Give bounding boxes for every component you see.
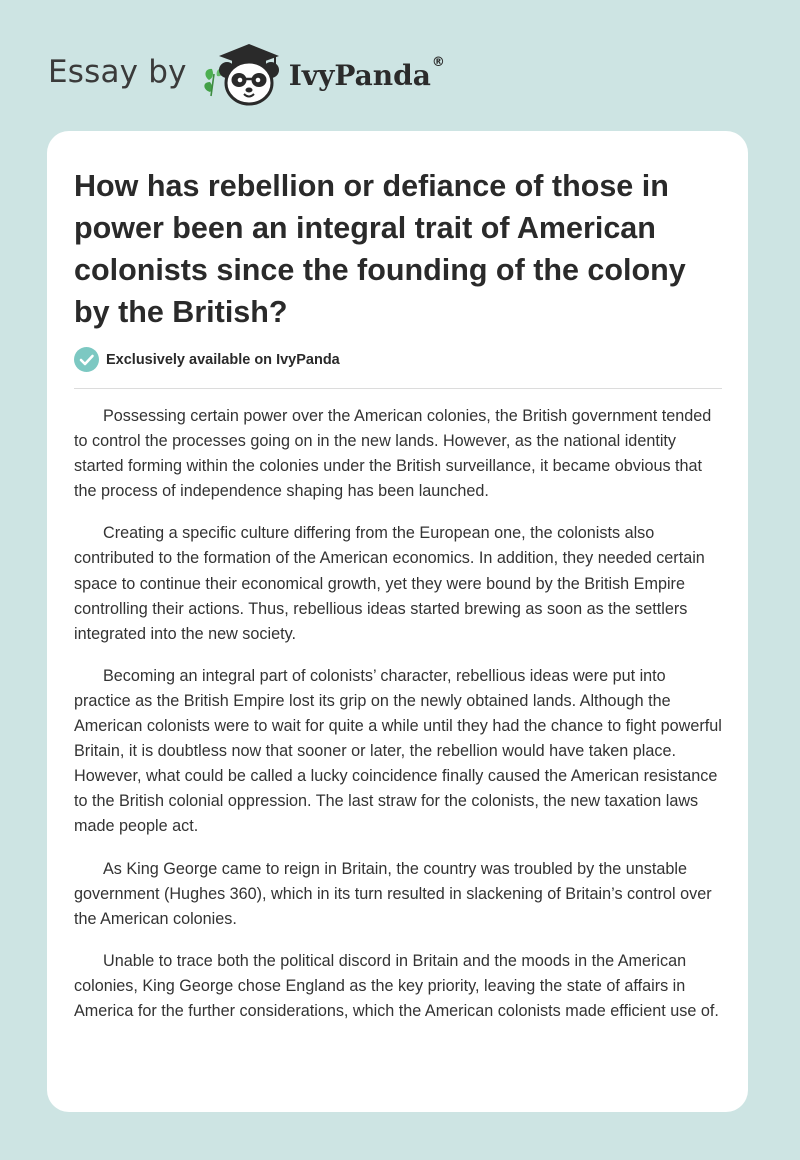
essay-by-label: Essay by [48,54,187,90]
exclusive-label: Exclusively available on IvyPanda [106,351,340,368]
paragraph: Becoming an integral part of colonists’ character, rebellious ideas were put into practice as the British Empire lost its grip on the newly obtained lands. Although the American colonists were to wait for quite a while until they had the chance to fight powerful Britain, it is doubtless now that sooner or later, the rebellion would have taken place. However, what could be called a lucky coincidence finally caused the American resistance to the British colonial oppression. The last straw for the colonists, the new taxation laws made people act. [74,666,722,836]
essay-body [74,404,722,1041]
registered-mark: ® [431,54,445,70]
divider [74,388,722,389]
paragraph: Unable to trace both the political discord in Britain and the moods in the American colonies, King George chose England as the key priority, leaving the state of affairs in America for the further considerations, which the American colonists made efficient use of. [74,951,719,1020]
essay-card [47,131,748,1112]
brand-name-text: IvyPanda [288,58,431,92]
exclusive-badge [74,347,340,372]
panda-graduate-logo-icon[interactable] [201,36,285,108]
paragraph: Creating a specific culture differing from the European one, the colonists also contributed to the formation of the American economics. In addition, they needed certain space to continue their economical growth, yet they were bound by the British Empire controlling their actions. Thus, rebellious ideas started brewing as soon as the settlers integrated into the new society. [74,524,705,643]
brand-name[interactable] [288,54,445,92]
checkmark-badge-icon [74,347,99,372]
essay-title: How has rebellion or defiance of those in power been an integral trait of American colonists since the founding of the colony by the British? [74,169,686,329]
paragraph: Possessing certain power over the American colonies, the British government tended to control the processes going on in the new lands. However, as the national identity started forming within the colonies under the British surveillance, it became obvious that the process of independence shaping has been launched. [74,407,712,501]
paragraph: As King George came to reign in Britain, the country was troubled by the unstable government (Hughes 360), which in its turn resulted in slackening of Britain’s control over the American colonies. [74,859,712,928]
site-header [48,36,445,108]
